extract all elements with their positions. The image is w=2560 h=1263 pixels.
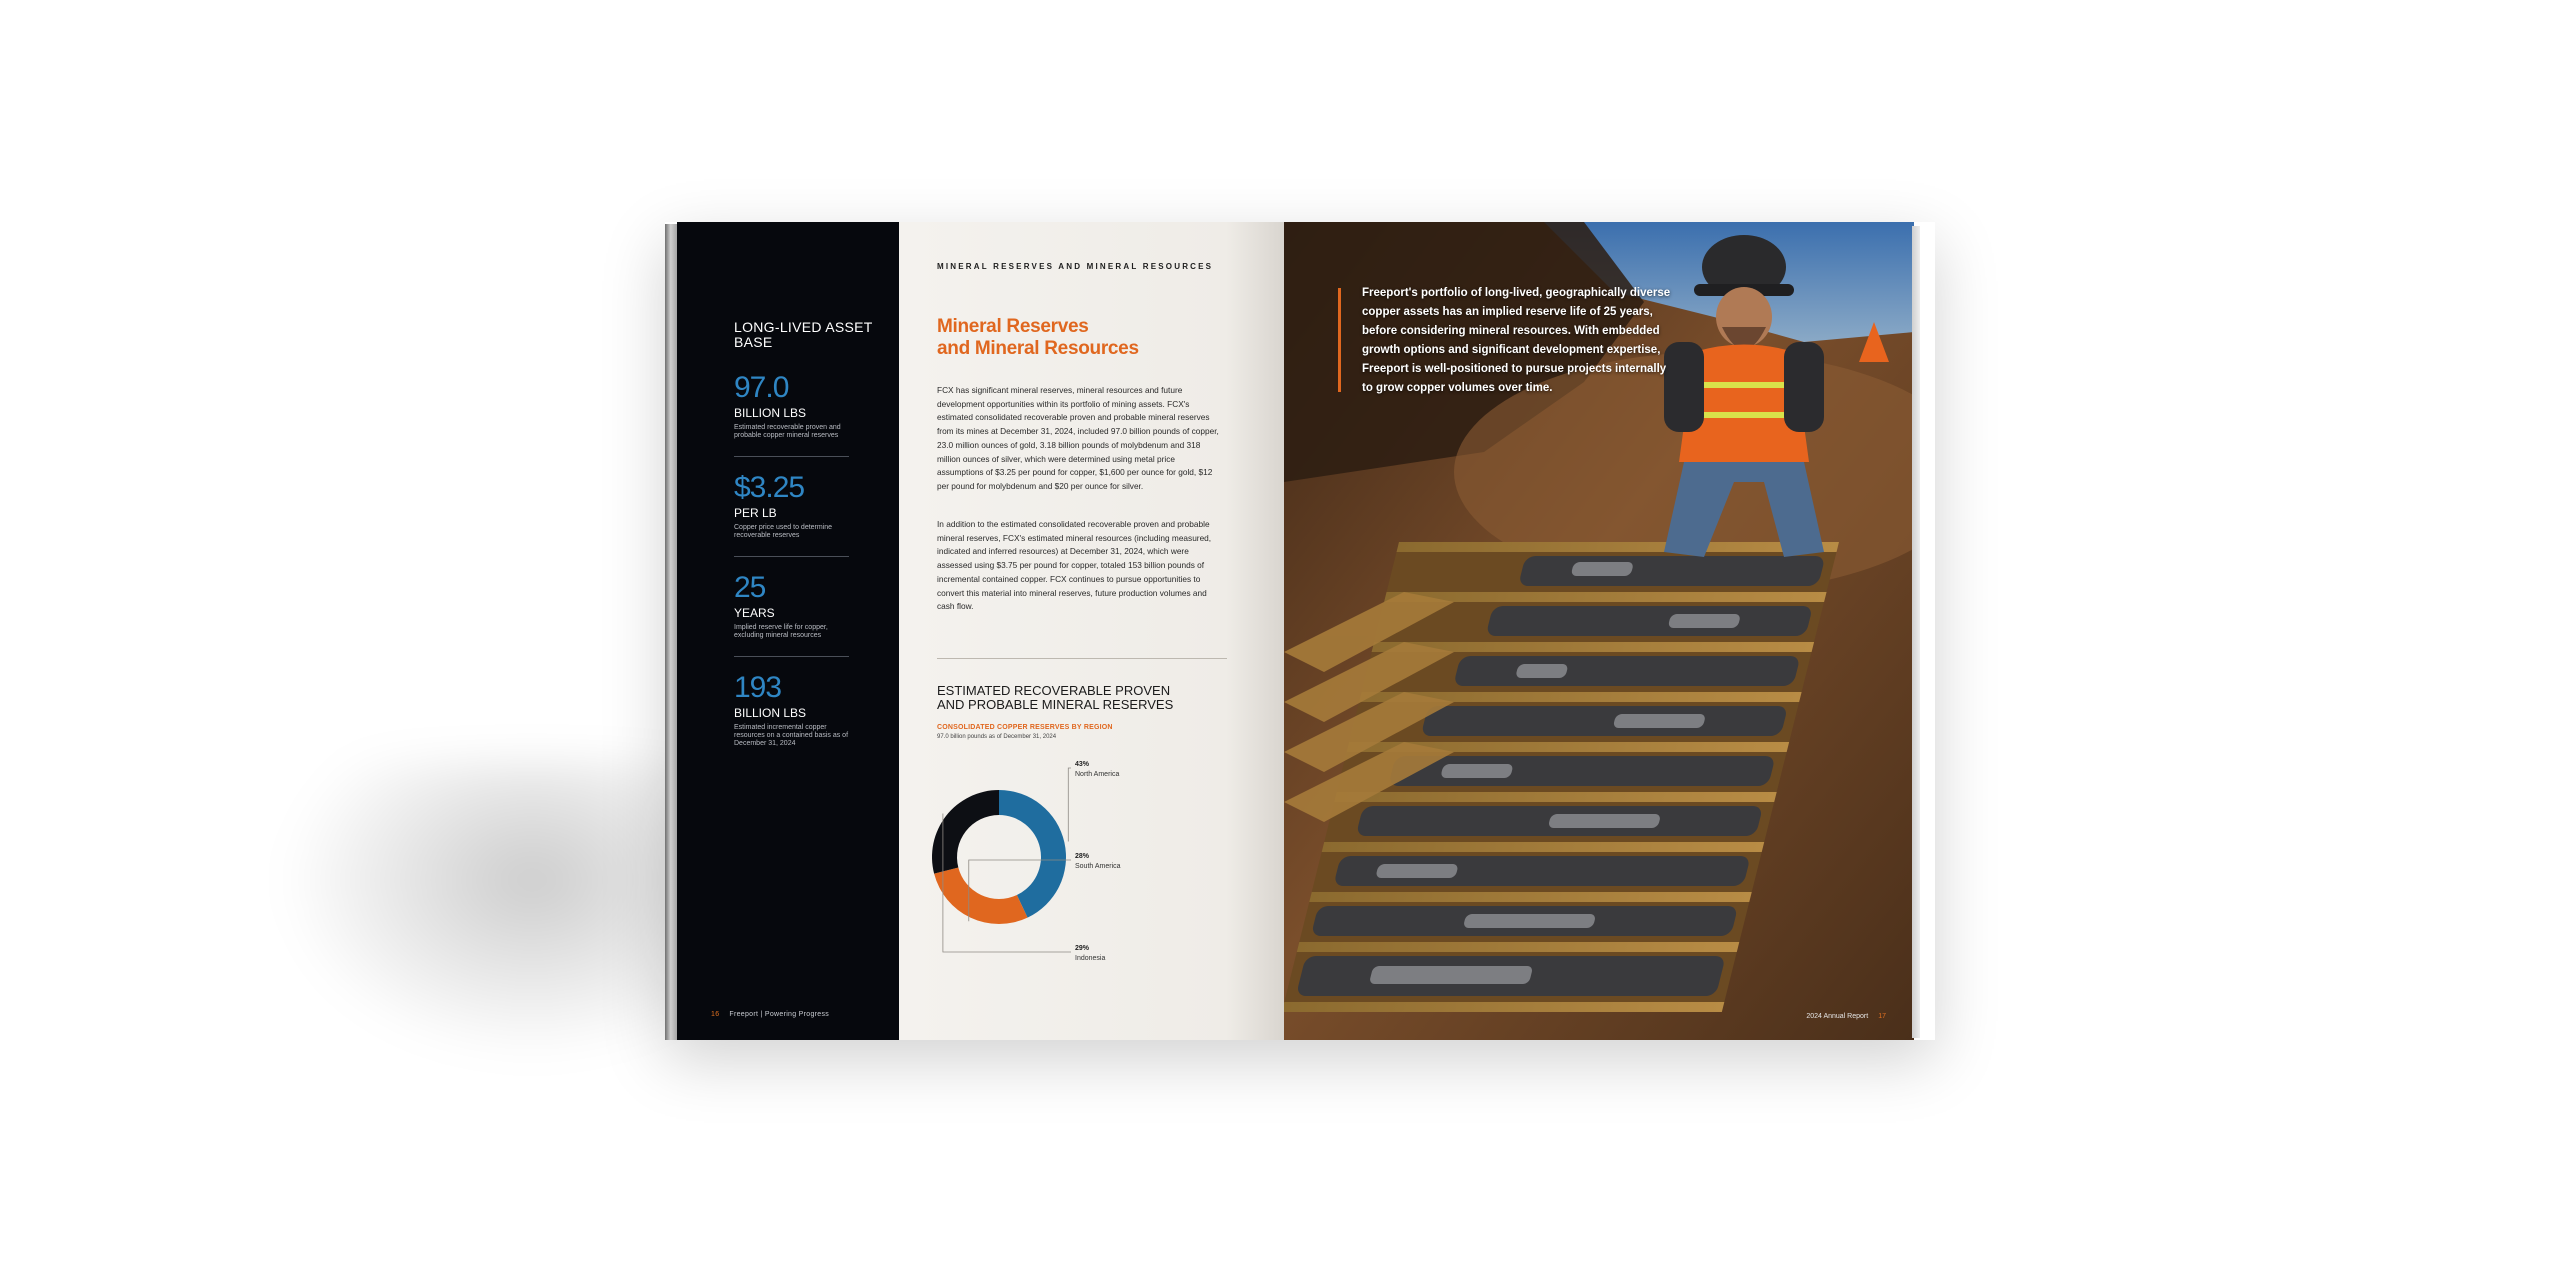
- slice-category-label: South America: [1075, 863, 1121, 870]
- stat-value: $3.25: [734, 471, 805, 504]
- chart-subtitle: CONSOLIDATED COPPER RESERVES BY REGION: [937, 724, 1113, 731]
- stat-description: Copper price used to determine recoverable reserves: [734, 524, 833, 539]
- title-line: and Mineral Resources: [937, 338, 1139, 359]
- body-paragraph: In addition to the estimated consolidated recoverable proven and probable mineral reserves, FCX's estimated mineral resources (including measured, indicated and inferred resources) at December 31, 2024, which were assessed using $3.75 per pound for copper, totaled 153 billion pounds of incremental contained copper. FCX continues to pursue opportunities to convert this material into mineral reserves, future production volumes and cash flow.: [937, 519, 1212, 612]
- pull-quote: Freeport's portfolio of long-lived, geographically diverse copper assets has an implied reserve life of 25 years, before considering mineral resources. With embedded growth options and significant development expertise, Freeport is well-positioned to pursue projects internally to grow copper volumes over time.: [1362, 287, 1671, 394]
- text-column: [899, 222, 1284, 1040]
- stat-unit: PER LB: [734, 506, 777, 520]
- footer-text: Freeport | Powering Progress: [729, 1011, 830, 1018]
- stats-sidebar: [677, 222, 899, 1040]
- slice-value-label: 43%: [1075, 761, 1090, 768]
- stat-unit: YEARS: [734, 606, 775, 620]
- slice-category-label: Indonesia: [1075, 955, 1106, 962]
- page-number: 17: [1878, 1013, 1886, 1020]
- stat-reserve-life: [734, 572, 854, 640]
- stat-unit: BILLION LBS: [734, 406, 807, 420]
- stat-description: Implied reserve life for copper, excluding mineral resources: [734, 624, 828, 639]
- stat-copper-resources: [734, 672, 854, 748]
- page-edge: [1912, 226, 1920, 1038]
- title-line: Mineral Reserves: [937, 316, 1089, 337]
- chart-note: 97.0 billion pounds as of December 31, 2024: [937, 734, 1057, 740]
- donut-slice-south-america: [934, 867, 1027, 924]
- stat-value: 25: [734, 571, 766, 604]
- footer-text: 2024 Annual Report: [1806, 1013, 1869, 1020]
- donut-chart: [899, 222, 1284, 1040]
- book-shadow: [280, 760, 700, 1060]
- stat-value: 193: [734, 671, 782, 704]
- stat-description: Estimated incremental copper resources on a contained basis as of December 31, 2024: [734, 724, 849, 747]
- leader-line: [1068, 768, 1071, 842]
- stats-heading: LONG-LIVED ASSET BASE: [734, 319, 873, 350]
- body-paragraph: FCX has significant mineral reserves, mineral resources and future development opportunities within its portfolio of mining assets. FCX's estimated consolidated recoverable proven and probable mineral reserves from its mines at December 31, 2024, included 97.0 billion pounds of copper, 23.0 million ounces of gold, 3.18 billion pounds of molybdenum and 318 million ounces of silver, which were determined using metal price assumptions of $3.25 per pound for copper, $1,600 per ounce for gold, $12 per pound for molybdenum and $20 per ounce for silver.: [937, 385, 1219, 491]
- stat-divider: [734, 656, 849, 657]
- stat-description: Estimated recoverable proven and probable copper mineral reserves: [734, 424, 841, 439]
- stat-divider: [734, 456, 849, 457]
- right-page-footer: [1806, 1013, 1886, 1020]
- slice-value-label: 29%: [1075, 945, 1090, 952]
- stat-copper-reserves: [734, 372, 854, 440]
- slice-category-label: North America: [1075, 771, 1120, 778]
- chart-title: ESTIMATED RECOVERABLE PROVEN AND PROBABLE MINERAL RESERVES: [937, 683, 1174, 712]
- page-number: 16: [711, 1011, 720, 1018]
- stat-divider: [734, 556, 849, 557]
- stat-unit: BILLION LBS: [734, 706, 807, 720]
- section-kicker: MINERAL RESERVES AND MINERAL RESOURCES: [937, 262, 1214, 271]
- quote-accent-bar: [1338, 288, 1341, 392]
- slice-value-label: 28%: [1075, 853, 1090, 860]
- left-page-footer: [711, 1011, 829, 1018]
- stat-value: 97.0: [734, 371, 789, 404]
- photo-page: [1284, 222, 1914, 1040]
- donut-slice-indonesia: [932, 790, 999, 874]
- stat-copper-price: [734, 472, 854, 540]
